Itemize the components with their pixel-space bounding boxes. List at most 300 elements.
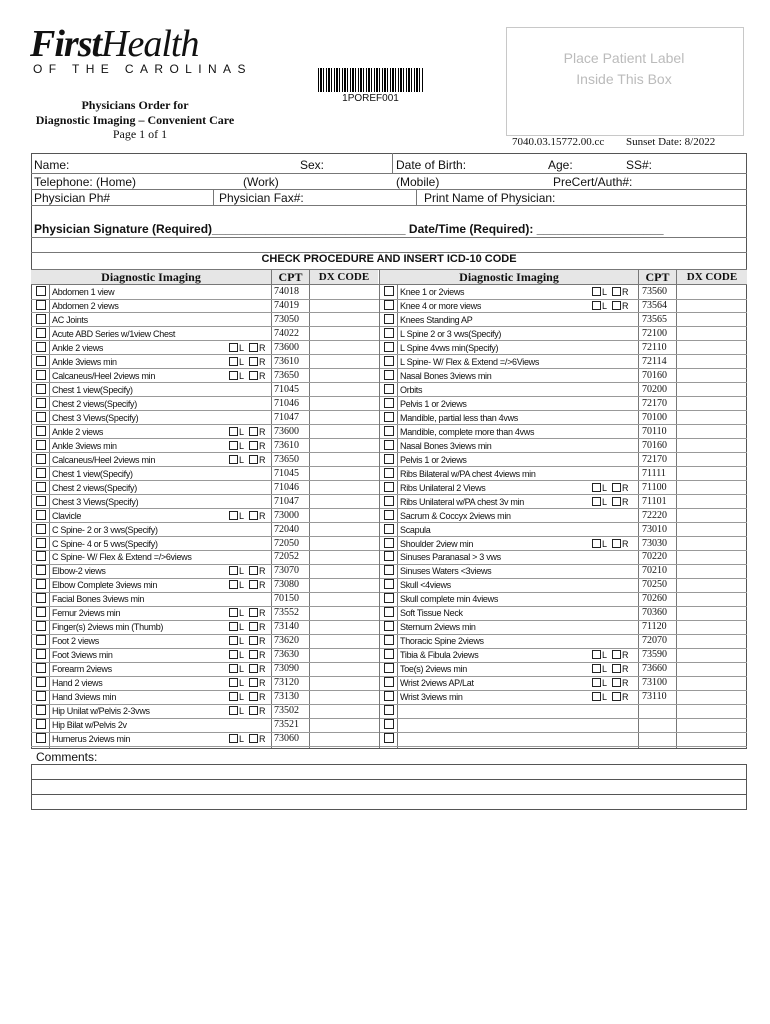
procedure-name: Chest 1 view(Specify): [52, 468, 133, 479]
procedure-checkbox[interactable]: [384, 370, 394, 380]
procedure-checkbox[interactable]: [384, 482, 394, 492]
cpt-code: 73140: [274, 621, 299, 633]
procedure-checkbox[interactable]: [384, 551, 394, 561]
table-row: [0, 327, 770, 341]
procedure-name: C Spine- W/ Flex & Extend =/>6views: [52, 552, 192, 563]
table-row: [0, 495, 770, 509]
cpt-code: 73030: [642, 537, 667, 549]
label-line-1: Place Patient Label: [563, 50, 685, 66]
procedure-name: Clavicle: [52, 510, 82, 521]
procedure-checkbox[interactable]: [384, 412, 394, 422]
procedure-name: Tibia & Fibula 2views: [400, 650, 479, 661]
procedure-checkbox[interactable]: [384, 496, 394, 506]
left-label: L: [239, 678, 245, 689]
physician-phone-field[interactable]: Physician Ph#: [34, 191, 111, 205]
cpt-code: 73560: [642, 286, 667, 297]
cpt-code: 72070: [642, 635, 667, 647]
table-row: [0, 620, 770, 634]
laterality-options: [592, 648, 629, 662]
left-label: L: [602, 650, 608, 661]
procedure-checkbox[interactable]: [384, 356, 394, 366]
barcode: [318, 68, 423, 92]
procedure-name: Facial Bones 3views min: [52, 594, 145, 605]
telephone-work-field[interactable]: (Work): [243, 175, 279, 189]
procedure-checkbox[interactable]: [384, 398, 394, 408]
procedure-checkbox[interactable]: [384, 607, 394, 617]
left-header-dx: DX CODE: [310, 270, 378, 284]
procedure-name: Skull complete min 4views: [400, 594, 499, 605]
left-label: L: [602, 496, 608, 507]
physician-fax-field[interactable]: Physician Fax#:: [219, 191, 304, 205]
cpt-code: 73620: [274, 635, 299, 647]
left-label: L: [239, 356, 245, 367]
logo-subtitle: OF THE CAROLINAS: [33, 62, 252, 76]
table-row: [0, 648, 770, 662]
procedure-checkbox[interactable]: [384, 691, 394, 701]
cpt-code: 70250: [642, 579, 667, 591]
cpt-code: 73565: [642, 313, 667, 325]
procedure-checkbox[interactable]: [384, 440, 394, 450]
procedure-name: Ankle 3views min: [52, 356, 117, 367]
procedure-checkbox[interactable]: [384, 677, 394, 687]
left-label: L: [239, 440, 245, 451]
right-label: R: [622, 538, 629, 549]
procedure-name: Ribs Bilateral w/PA chest 4views min: [400, 468, 536, 479]
cpt-code: 72110: [642, 341, 667, 353]
cpt-code: 71046: [274, 481, 299, 493]
cpt-code: 73590: [642, 649, 667, 661]
precert-field[interactable]: PreCert/Auth#:: [553, 175, 633, 189]
cpt-code: 70100: [642, 411, 667, 423]
cpt-code: 74018: [274, 286, 299, 297]
barcode-text: 1POREF001: [342, 93, 399, 104]
cpt-code: 71045: [274, 383, 299, 395]
procedure-checkbox[interactable]: [384, 468, 394, 478]
procedure-name: Sternum 2views min: [400, 622, 476, 633]
procedure-name: Knee 4 or more views: [400, 301, 482, 311]
logo-first-text: First: [30, 23, 102, 65]
left-label: L: [239, 706, 245, 717]
procedure-name: Ankle 3views min: [52, 440, 117, 451]
procedure-checkbox[interactable]: [384, 565, 394, 575]
left-label: L: [239, 734, 245, 744]
right-label: R: [259, 566, 266, 577]
procedure-checkbox[interactable]: [384, 286, 394, 296]
patient-label-text: [506, 48, 742, 90]
table-row: [0, 718, 770, 732]
procedure-name: C Spine- 2 or 3 vws(Specify): [52, 524, 158, 535]
right-checkbox[interactable]: [612, 287, 621, 296]
table-row: [0, 383, 770, 397]
procedure-checkbox[interactable]: [384, 384, 394, 394]
procedure-name: Nasal Bones 3views min: [400, 370, 492, 381]
cpt-code: 73080: [274, 579, 299, 591]
cpt-code: 73120: [274, 677, 299, 689]
cpt-code: 73130: [274, 691, 299, 703]
left-checkbox[interactable]: [592, 539, 601, 548]
procedure-checkbox[interactable]: [384, 719, 394, 729]
right-header-title: Diagnostic Imaging: [380, 270, 638, 284]
procedure-name: Skull <4views: [400, 580, 451, 591]
cpt-code: 70360: [642, 607, 667, 619]
cpt-code: 73521: [274, 719, 299, 731]
procedure-name: L Spine 2 or 3 vws(Specify): [400, 328, 502, 339]
left-label: L: [602, 538, 608, 549]
cpt-code: 73060: [274, 733, 299, 744]
left-label: L: [239, 608, 245, 619]
telephone-home-field[interactable]: Telephone: (Home): [34, 175, 137, 189]
procedure-checkbox[interactable]: [384, 663, 394, 673]
cpt-code: 73502: [274, 705, 299, 717]
right-label: R: [259, 678, 266, 689]
logo: [30, 22, 198, 66]
table-row: [0, 369, 770, 383]
procedure-name: Femur 2views min: [52, 608, 121, 619]
right-checkbox[interactable]: [612, 301, 621, 310]
procedure-checkbox[interactable]: [384, 300, 394, 310]
ss-field[interactable]: SS#:: [626, 158, 653, 172]
check-procedure-title: CHECK PROCEDURE AND INSERT ICD-10 CODE: [261, 253, 517, 265]
right-label: R: [622, 692, 629, 703]
procedure-name: Scapula: [400, 524, 431, 535]
left-checkbox[interactable]: [592, 692, 601, 701]
procedure-name: Nasal Bones 3views min: [400, 440, 492, 451]
cpt-code: 72050: [274, 537, 299, 549]
laterality-options: [592, 495, 629, 509]
table-row: [0, 578, 770, 592]
procedure-name: Pelvis 1 or 2views: [400, 398, 467, 409]
left-header-title: Diagnostic Imaging: [31, 270, 271, 284]
cpt-code: 73110: [642, 691, 667, 703]
procedure-name: Abdomen 1 view: [52, 287, 115, 297]
left-label: L: [602, 678, 608, 689]
cpt-code: 73050: [274, 313, 299, 325]
right-checkbox[interactable]: [612, 497, 621, 506]
cpt-code: 72040: [274, 523, 299, 535]
cpt-code: 73600: [274, 341, 299, 353]
cpt-code: 72170: [642, 453, 667, 465]
left-label: L: [602, 287, 608, 297]
right-label: R: [259, 608, 266, 619]
cpt-code: 70210: [642, 565, 667, 577]
procedure-name: Ribs Unilateral 2 Views: [400, 482, 486, 493]
right-label: R: [259, 454, 266, 465]
procedure-checkbox[interactable]: [384, 328, 394, 338]
right-label: R: [622, 482, 629, 493]
signature-line[interactable]: Physician Signature (Required)_____________________________ Date/Time (Required): ___________________: [34, 222, 664, 236]
procedure-checkbox[interactable]: [384, 524, 394, 534]
label-line-2: Inside This Box: [576, 71, 672, 87]
sex-field[interactable]: Sex:: [300, 158, 325, 172]
order-title-line-1: Physicians Order for: [81, 98, 189, 112]
table-row: [0, 606, 770, 620]
left-label: L: [239, 566, 245, 577]
left-label: L: [602, 482, 608, 493]
procedure-name: Ribs Unilateral w/PA chest 3v min: [400, 496, 524, 507]
table-row: [0, 341, 770, 355]
table-row: [0, 313, 770, 327]
cpt-code: 70220: [642, 551, 667, 563]
procedure-checkbox[interactable]: [384, 426, 394, 436]
table-row: [0, 439, 770, 453]
procedure-checkbox[interactable]: [384, 314, 394, 324]
left-label: L: [239, 426, 245, 437]
right-label: R: [622, 678, 629, 689]
left-label: L: [239, 650, 245, 661]
table-row: [0, 467, 770, 481]
procedure-name: Ankle 2 views: [52, 342, 104, 353]
cpt-code: 73090: [274, 663, 299, 675]
cpt-code: 70160: [642, 439, 667, 451]
procedure-name: L Spine- W/ Flex & Extend =/>6Views: [400, 356, 540, 367]
procedure-checkbox[interactable]: [384, 538, 394, 548]
cpt-code: 73010: [642, 523, 667, 535]
table-row: [0, 550, 770, 564]
table-row: [0, 592, 770, 606]
left-checkbox[interactable]: [592, 301, 601, 310]
age-field[interactable]: Age:: [548, 158, 573, 172]
table-row: [0, 285, 770, 299]
right-label: R: [259, 706, 266, 717]
procedure-name: Forearm 2views: [52, 664, 112, 675]
procedure-name: Knee 1 or 2views: [400, 287, 465, 297]
procedure-name: Hand 2 views: [52, 678, 103, 689]
order-title-line-2: Diagnostic Imaging – Convenient Care: [35, 113, 235, 127]
right-header-dx: DX CODE: [677, 270, 747, 284]
left-label: L: [239, 370, 245, 381]
page-indicator: Page 1 of 1: [112, 127, 168, 141]
cpt-code: 70200: [642, 383, 667, 395]
procedure-name: Thoracic Spine 2views: [400, 636, 484, 647]
cpt-code: 71100: [642, 481, 667, 493]
left-header-cpt: CPT: [272, 270, 309, 284]
procedure-name: Sinuses Paranasal > 3 vws: [400, 552, 501, 563]
procedure-name: Chest 2 views(Specify): [52, 398, 137, 409]
left-label: L: [239, 580, 245, 591]
cpt-code: 71101: [642, 495, 667, 507]
physician-print-name-field[interactable]: Print Name of Physician:: [424, 191, 556, 205]
cpt-code: 70110: [642, 425, 667, 437]
left-checkbox[interactable]: [592, 678, 601, 687]
procedure-name: Hip Unilat w/Pelvis 2-3vws: [52, 706, 150, 717]
laterality-options: [592, 481, 629, 495]
table-row: [0, 355, 770, 369]
left-label: L: [239, 622, 245, 633]
cpt-code: 73610: [274, 439, 299, 451]
right-label: R: [622, 650, 629, 661]
cpt-code: 74022: [274, 327, 299, 339]
table-row: [0, 299, 770, 313]
right-checkbox[interactable]: [612, 539, 621, 548]
laterality-options: [592, 285, 629, 299]
logo-health-text: Health: [101, 23, 199, 65]
cpt-code: 70150: [274, 593, 299, 605]
right-label: R: [622, 301, 629, 311]
cpt-code: 73564: [642, 300, 667, 311]
table-row: [0, 537, 770, 551]
left-checkbox[interactable]: [592, 287, 601, 296]
table-row: [0, 509, 770, 523]
procedure-checkbox[interactable]: [384, 579, 394, 589]
laterality-options: [592, 690, 629, 704]
right-label: R: [259, 692, 266, 703]
cpt-code: 73000: [274, 509, 299, 521]
procedure-checkbox[interactable]: [384, 705, 394, 715]
right-label: R: [259, 650, 266, 661]
procedure-name: L Spine 4vws min(Specify): [400, 342, 499, 353]
cpt-code: 72170: [642, 397, 667, 409]
left-label: L: [602, 664, 608, 675]
cpt-code: 73660: [642, 663, 667, 675]
procedure-name: Sacrum & Coccyx 2views min: [400, 510, 511, 521]
procedure-name: Finger(s) 2views min (Thumb): [52, 622, 164, 633]
form-code: 7040.03.15772.00.cc: [512, 136, 605, 148]
procedure-name: Chest 1 view(Specify): [52, 384, 133, 395]
procedure-name: Foot 3views min: [52, 650, 113, 661]
laterality-options: [592, 537, 629, 551]
procedure-name: Toe(s) 2views min: [400, 664, 467, 675]
procedure-name: Chest 2 views(Specify): [52, 482, 137, 493]
right-checkbox[interactable]: [612, 664, 621, 673]
cpt-code: 72052: [274, 551, 299, 563]
cpt-code: 73650: [274, 453, 299, 465]
procedure-name: Hip Bilat w/Pelvis 2v: [52, 720, 127, 731]
left-label: L: [602, 301, 608, 311]
table-row: [0, 704, 770, 718]
procedure-checkbox[interactable]: [384, 593, 394, 603]
cpt-code: 71047: [274, 495, 299, 507]
procedure-checkbox[interactable]: [384, 733, 394, 743]
procedure-name: Soft Tissue Neck: [400, 608, 463, 619]
right-label: R: [259, 664, 266, 675]
procedure-checkbox[interactable]: [384, 510, 394, 520]
cpt-code: 73600: [274, 425, 299, 437]
laterality-options: [592, 676, 629, 690]
procedure-name: Abdomen 2 views: [52, 301, 119, 311]
procedure-checkbox[interactable]: [384, 649, 394, 659]
procedure-name: Elbow Complete 3views min: [52, 580, 158, 591]
table-row: [0, 662, 770, 676]
right-label: R: [259, 356, 266, 367]
procedure-name: Orbits: [400, 384, 423, 395]
left-label: L: [239, 342, 245, 353]
left-label: L: [239, 454, 245, 465]
table-row: [0, 425, 770, 439]
cpt-code: 73100: [642, 677, 667, 689]
comments-label: Comments:: [36, 750, 98, 764]
left-label: L: [239, 664, 245, 675]
procedure-name: Acute ABD Series w/1view Chest: [52, 328, 176, 339]
left-checkbox[interactable]: [592, 664, 601, 673]
table-row: [0, 676, 770, 690]
laterality-options: [592, 662, 629, 676]
sunset-date: Sunset Date: 8/2022: [626, 136, 716, 148]
right-label: R: [622, 496, 629, 507]
cpt-code: 71045: [274, 467, 299, 479]
procedure-name: Chest 3 Views(Specify): [52, 496, 139, 507]
right-label: R: [259, 580, 266, 591]
procedure-name: Wrist 2views AP/Lat: [400, 678, 474, 689]
procedure-checkbox[interactable]: [384, 342, 394, 352]
procedure-name: Foot 2 views: [52, 636, 99, 647]
cpt-code: 73070: [274, 565, 299, 577]
cpt-code: 71046: [274, 397, 299, 409]
table-row: [0, 397, 770, 411]
table-row: [0, 481, 770, 495]
dob-field[interactable]: Date of Birth:: [396, 158, 467, 172]
left-label: L: [239, 636, 245, 647]
procedure-name: Wrist 3views min: [400, 692, 463, 703]
right-checkbox[interactable]: [612, 483, 621, 492]
right-checkbox[interactable]: [612, 678, 621, 687]
table-row: [0, 634, 770, 648]
right-label: R: [259, 734, 266, 744]
procedure-name: Calcaneus/Heel 2views min: [52, 454, 156, 465]
right-label: R: [622, 287, 629, 297]
left-checkbox[interactable]: [592, 483, 601, 492]
right-label: R: [622, 664, 629, 675]
procedure-name: Hand 3views min: [52, 692, 117, 703]
cpt-code: 73552: [274, 607, 299, 619]
right-header-cpt: CPT: [639, 270, 676, 284]
cpt-code: 73610: [274, 355, 299, 367]
procedure-name: Sinuses Waters <3views: [400, 566, 492, 577]
procedure-name: Knees Standing AP: [400, 314, 473, 325]
procedure-name: AC Joints: [52, 314, 88, 325]
right-label: R: [259, 370, 266, 381]
procedure-name: Shoulder 2view min: [400, 538, 474, 549]
right-checkbox[interactable]: [612, 650, 621, 659]
procedure-name: C Spine- 4 or 5 vws(Specify): [52, 538, 158, 549]
left-checkbox[interactable]: [592, 650, 601, 659]
cpt-code: 73630: [274, 649, 299, 661]
cpt-code: 72220: [642, 509, 667, 521]
procedure-name: Calcaneus/Heel 2views min: [52, 370, 156, 381]
left-label: L: [602, 692, 608, 703]
table-row: [0, 411, 770, 425]
table-row: [0, 732, 770, 746]
cpt-code: 71047: [274, 411, 299, 423]
left-checkbox[interactable]: [592, 497, 601, 506]
procedure-checkbox[interactable]: [384, 454, 394, 464]
procedure-checkbox[interactable]: [384, 635, 394, 645]
cpt-code: 70260: [642, 593, 667, 605]
table-row: [0, 690, 770, 704]
procedure-name: Mandible, partial less than 4vws: [400, 412, 518, 423]
right-label: R: [259, 510, 266, 521]
procedure-name: Chest 3 Views(Specify): [52, 412, 139, 423]
procedure-checkbox[interactable]: [384, 621, 394, 631]
cpt-code: 71111: [642, 467, 666, 479]
right-label: R: [259, 426, 266, 437]
right-label: R: [259, 440, 266, 451]
cpt-code: 71120: [642, 621, 667, 633]
left-label: L: [239, 510, 245, 521]
procedure-name: Ankle 2 views: [52, 426, 104, 437]
right-label: R: [259, 636, 266, 647]
cpt-code: 73650: [274, 369, 299, 381]
name-field[interactable]: Name:: [34, 158, 70, 172]
procedure-name: Pelvis 1 or 2views: [400, 454, 467, 465]
table-row: [0, 564, 770, 578]
right-checkbox[interactable]: [612, 692, 621, 701]
telephone-mobile-field[interactable]: (Mobile): [396, 175, 440, 189]
table-row: [0, 453, 770, 467]
cpt-code: 72114: [642, 355, 667, 367]
procedure-name: Humerus 2views min: [52, 734, 131, 744]
laterality-options: [592, 299, 629, 313]
right-label: R: [259, 622, 266, 633]
